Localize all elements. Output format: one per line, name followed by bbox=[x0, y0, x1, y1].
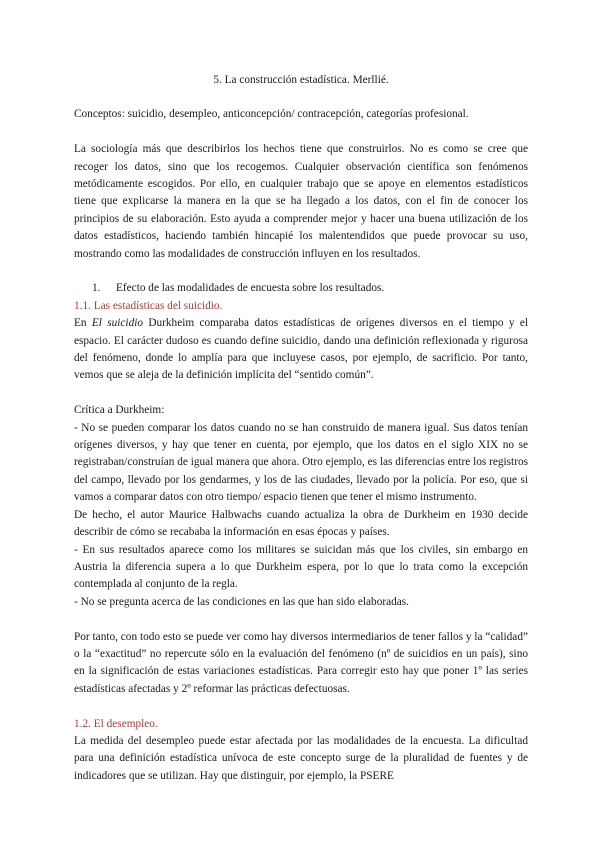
list-item-text: Efecto de las modalidades de encuesta sobre los resultados. bbox=[116, 282, 385, 295]
halbwachs-paragraph: De hecho, el autor Maurice Halbwachs cuando actualiza la obra de Durkheim en 1930 decide describir de cómo se recababa la información en esas épocas y países. bbox=[74, 508, 528, 539]
document-title: 5. La construcción estadística. Merllié. bbox=[213, 74, 389, 86]
spacer bbox=[74, 385, 528, 402]
section-heading-unemployment: 1.2. El desempleo. bbox=[74, 717, 158, 730]
critica-point-3: - No se pregunta acerca de las condiciones en las que han sido elaboradas. bbox=[74, 595, 410, 608]
list-item-number: 1. bbox=[92, 282, 101, 295]
spacer bbox=[74, 611, 528, 628]
numbered-list-item bbox=[92, 280, 528, 297]
durkheim-paragraph bbox=[74, 315, 528, 385]
intro-paragraph: La sociología más que describirlos los hechos tiene que construirlos. No es como se cree que recoger los datos, sino que los recogemos. Cualquier observación científica son fenómenos metódicamente escogidos. Por ello, en cualquier trabajo que se apoye en elementos estadísticos tiene que explicarse la manera en la que se ha llegado a los datos, con el fin de conocer los principios de su elaboración. Esto ayuda a comprender mejor y hacer una buena utilización de los datos estadísticos, haciendo también hincapié los malentendidos que puede provocar su uso, mostrando como las modalidades de construcción influyen en los resultados. bbox=[74, 143, 528, 260]
durkheim-rest: Durkheim comparaba datos estadísticas de orígenes diversos en el tiempo y el espacio. El carácter dudoso es cuando define suicidio, dando una definición reflexionada y rigurosa del fenómeno, donde lo amplía para que incluyese casos, por ejemplo, de sacrificio. Por tanto, vemos que se aleja de la definición implícita del “sentido común”. bbox=[74, 317, 529, 382]
concepts-line: Conceptos: suicidio, desempleo, anticoncepción/ contracepción, categorías profesional. bbox=[74, 108, 469, 121]
critica-title: Crítica a Durkheim: bbox=[74, 404, 165, 417]
critica-point-1: - No se pueden comparar los datos cuando no se han construido de manera igual. Sus datos tenían orígenes diversos, y hay que tener en cuenta, por ejemplo, que los datos en el siglo XIX no se registraban/construían de igual manera que ahora. Otro ejemplo, es las diferencias entre los registros del campo, llevado por los gendarmes, y los de las ciudades, llevado por la policía. Por eso, que si vamos a comparar datos con otro tiempo/ espacio tienen que tener el mismo instrumento. bbox=[74, 421, 528, 504]
durkheim-prefix: En bbox=[74, 317, 92, 330]
critica-point-2: - En sus resultados aparece como los militares se suicidan más que los civiles, sin embargo en Austria la diferencia supera a lo que Durkheim espera, por lo que lo trata como la excepción contemplada al conjunto de la regla. bbox=[74, 543, 528, 591]
conclusion-paragraph: Por tanto, con todo esto se puede ver como hay diversos intermediarios de tener fallos y la “calidad” o la “exactitud” no repercute sólo en la evaluación del fenómeno (nº de suicidios en un país), sino en la significación de estas variaciones estadísticas. Para corregir esto hay que poner 1º las series estadísticas afectadas y 2º reformar las prácticas defectuosas. bbox=[74, 630, 528, 695]
spacer bbox=[74, 124, 528, 141]
book-title-italic: El suicidio bbox=[91, 317, 144, 330]
spacer bbox=[74, 263, 528, 280]
section-heading-suicide: 1.1. Las estadísticas del suicidio. bbox=[74, 299, 223, 312]
unemployment-paragraph: La medida del desempleo puede estar afectada por las modalidades de la encuesta. La dificultad para una definición estadística unívoca de este concepto surge de la pluralidad de fuentes y de indicadores que se utilizan. Hay que distinguir, por ejemplo, la PSERE bbox=[74, 734, 528, 782]
